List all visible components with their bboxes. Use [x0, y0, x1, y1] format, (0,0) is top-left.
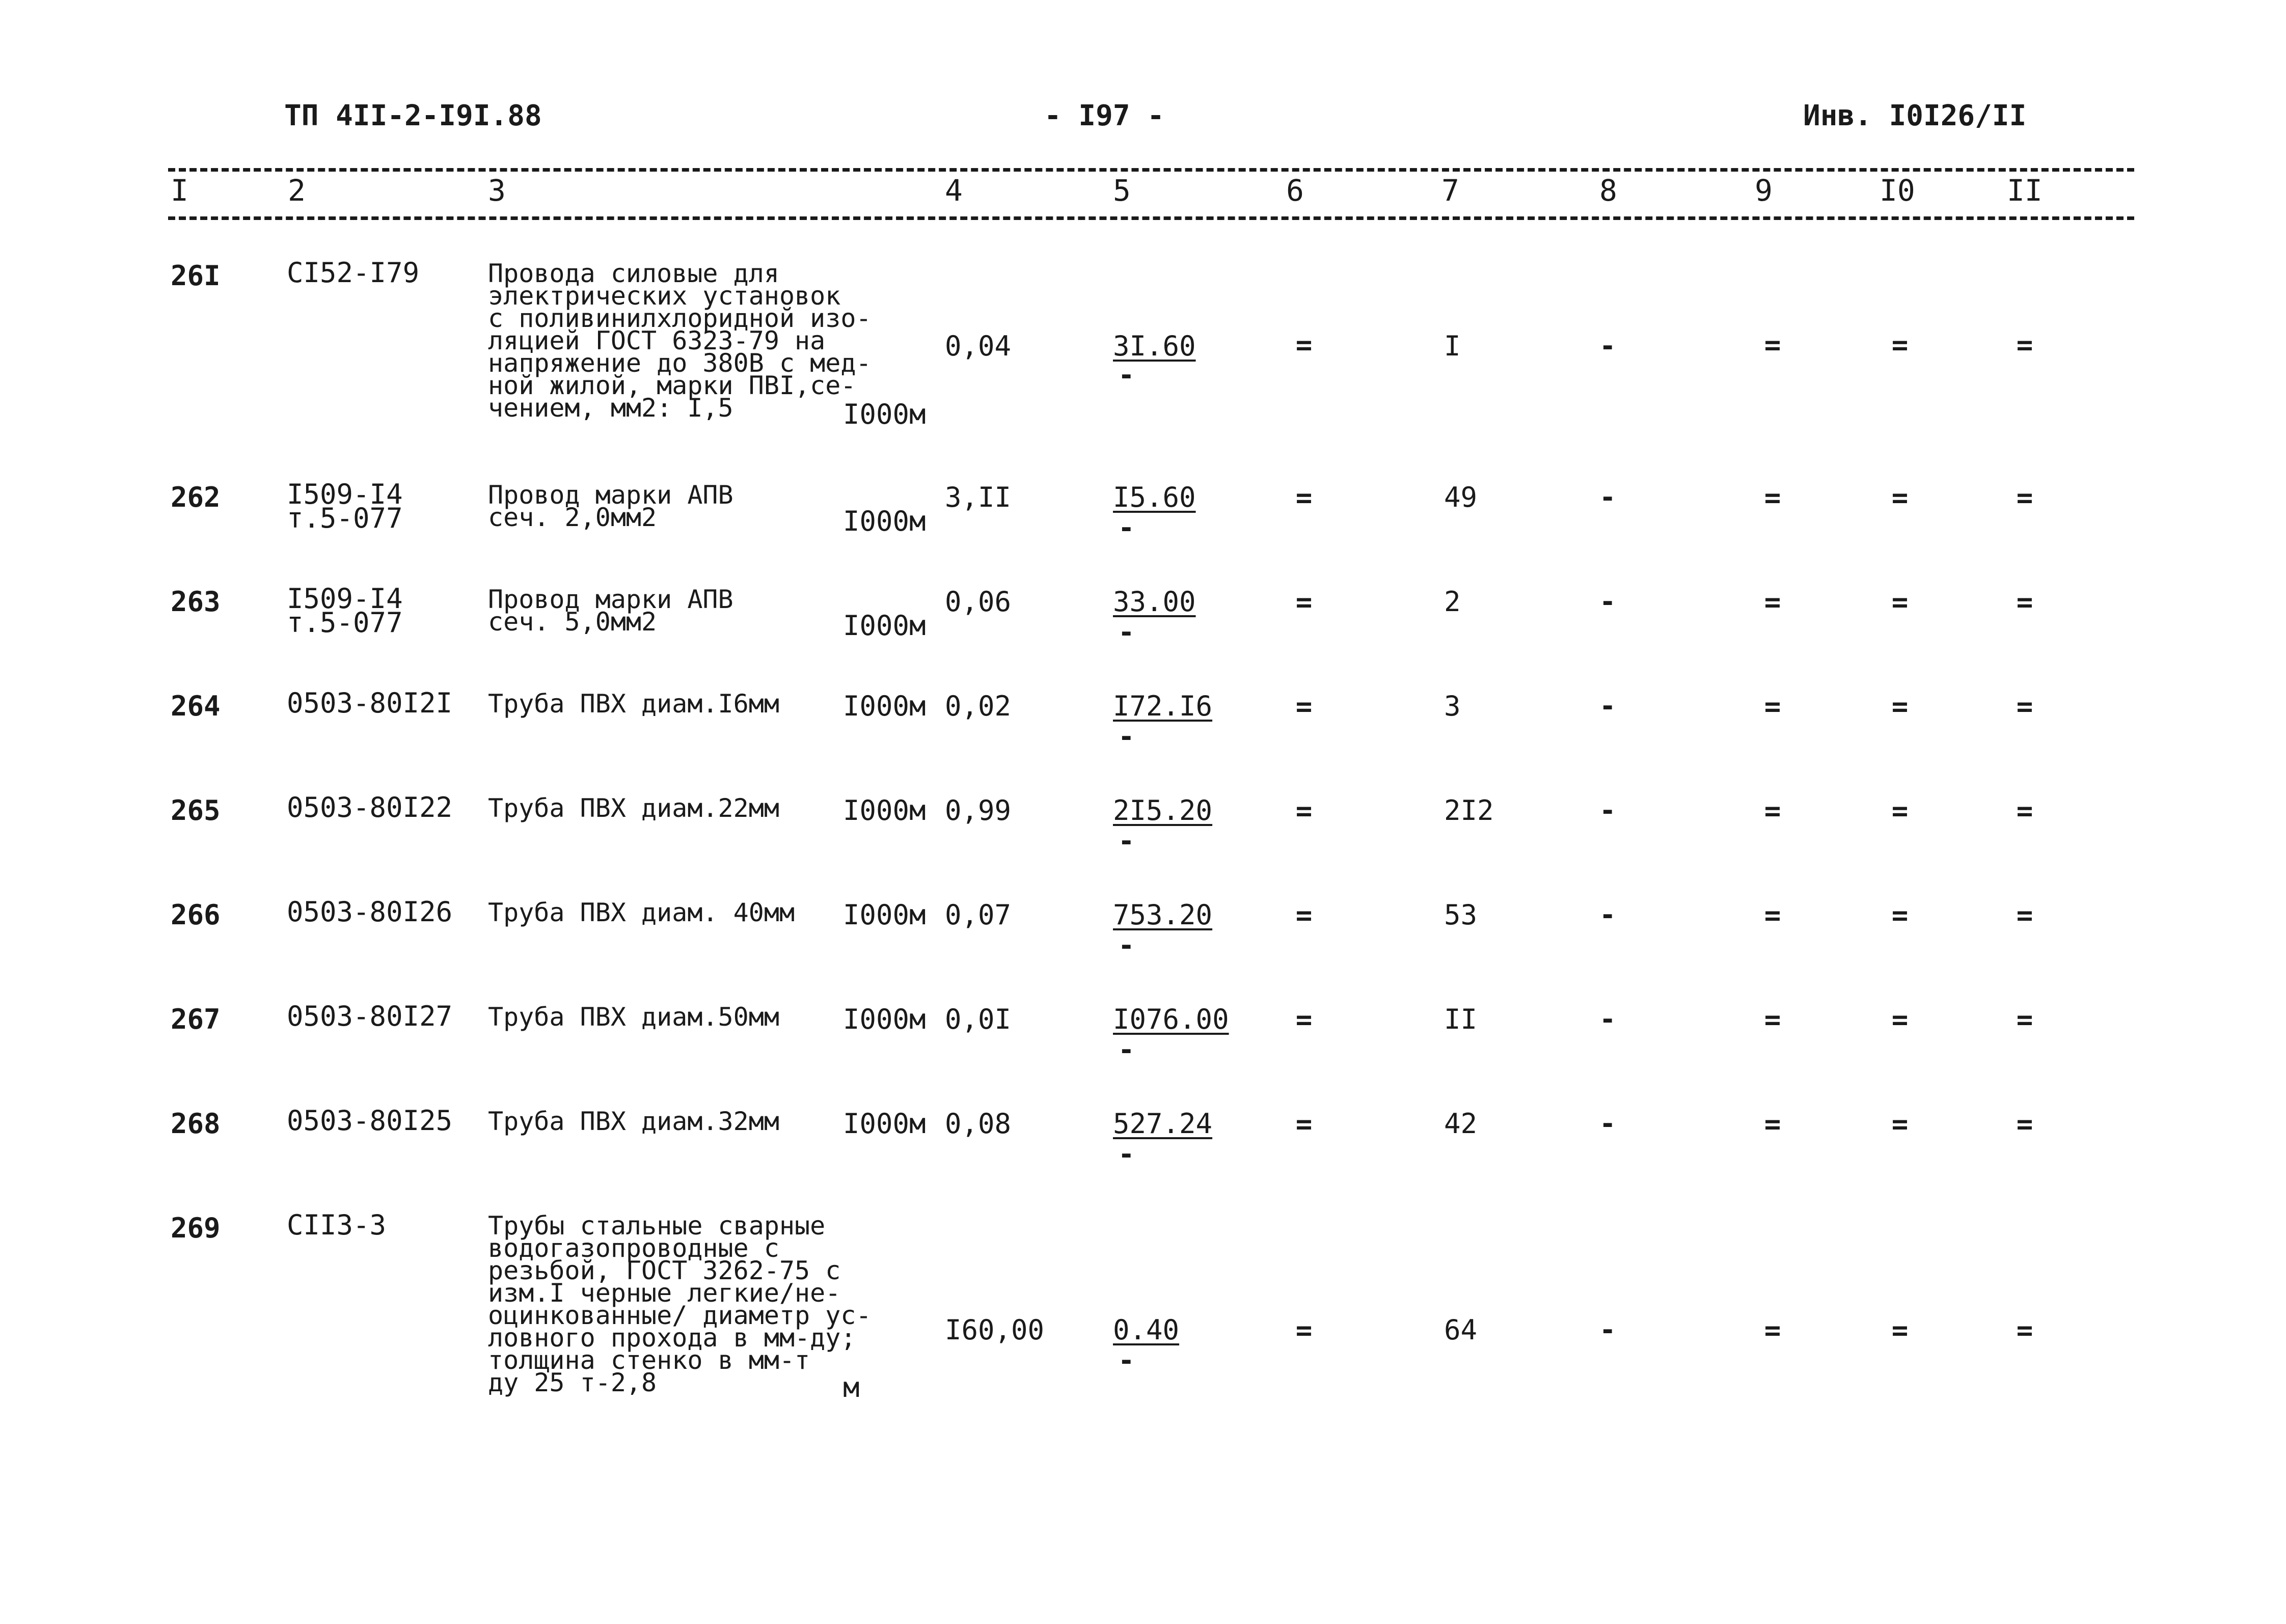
col7-value: 49: [1444, 481, 1478, 513]
quantity: 0,99: [945, 794, 1012, 827]
col6-value: =: [1295, 795, 1313, 827]
col8-value: -: [1599, 690, 1616, 722]
unit: I000м: [843, 899, 926, 931]
column-number-7: 7: [1441, 173, 1459, 208]
item-code: т.5-077: [287, 502, 403, 534]
row-number: 262: [171, 481, 221, 513]
col7-value: I: [1444, 330, 1461, 362]
col9-value: =: [1764, 899, 1781, 931]
col10-value: =: [1891, 482, 1909, 514]
item-name-line: Труба ПВХ диам.32мм: [488, 1107, 779, 1136]
col7-value: II: [1444, 1003, 1478, 1035]
inventory-number: Инв. I0I26/II: [1803, 99, 2027, 132]
item-name-line: изм.I черные легкие/не-: [488, 1278, 841, 1308]
row-number: 264: [171, 690, 221, 722]
col10-value: =: [1891, 795, 1909, 827]
quantity: 0,08: [945, 1108, 1012, 1140]
price-sub: -: [1118, 929, 1135, 961]
price: 33.00: [1113, 586, 1196, 618]
col11-value: =: [2016, 1108, 2033, 1140]
col9-value: =: [1764, 691, 1781, 723]
item-name-line: с поливинилхлоридной изо-: [488, 304, 872, 333]
col8-value: -: [1599, 1314, 1616, 1346]
col9-value: =: [1764, 586, 1781, 618]
row-number: 26I: [171, 260, 221, 292]
col11-value: =: [2016, 1314, 2033, 1346]
item-code: 0503-80I22: [287, 791, 453, 823]
item-name-line: электрических установок: [488, 281, 841, 311]
price-sub: -: [1118, 721, 1135, 753]
col7-value: 2: [1444, 586, 1461, 618]
unit: I000м: [843, 794, 926, 827]
col9-value: =: [1764, 1314, 1781, 1346]
col10-value: =: [1891, 1314, 1909, 1346]
col9-value: =: [1764, 795, 1781, 827]
price: I076.00: [1113, 1003, 1229, 1035]
column-number-11: II: [2007, 173, 2043, 208]
item-name-line: сеч. 2,0мм2: [488, 503, 657, 532]
item-name-line: Труба ПВХ диам.I6мм: [488, 689, 779, 719]
col7-value: 64: [1444, 1314, 1478, 1346]
col11-value: =: [2016, 482, 2033, 514]
header-rule-top: [168, 168, 2134, 172]
item-name-line: ной жилой, марки ПВI,се-: [488, 371, 856, 400]
item-name-line: Трубы стальные сварные: [488, 1211, 826, 1241]
item-name-line: Провод марки АПВ: [488, 585, 733, 614]
item-code: 0503-80I25: [287, 1105, 453, 1137]
quantity: 0,0I: [945, 1003, 1012, 1035]
column-number-9: 9: [1755, 173, 1773, 208]
item-name-line: Провода силовые для: [488, 259, 779, 288]
column-number-10: I0: [1880, 173, 1915, 208]
price: 0.40: [1113, 1314, 1180, 1346]
item-name-line: водогазопроводные с: [488, 1233, 779, 1263]
row-number: 267: [171, 1003, 221, 1035]
price-sub: -: [1118, 512, 1135, 544]
col8-value: -: [1599, 586, 1616, 618]
col7-value: 42: [1444, 1108, 1478, 1140]
col11-value: =: [2016, 795, 2033, 827]
unit: I000м: [843, 610, 926, 642]
item-name-line: ловного прохода в мм-ду;: [488, 1323, 856, 1353]
price-sub: -: [1118, 1344, 1135, 1377]
column-number-4: 4: [945, 173, 963, 208]
unit: м: [843, 1371, 860, 1403]
col8-value: -: [1599, 1108, 1616, 1140]
item-name-line: оцинкованные/ диаметр ус-: [488, 1301, 872, 1330]
item-code: т.5-077: [287, 607, 403, 639]
col11-value: =: [2016, 1004, 2033, 1036]
col8-value: -: [1599, 794, 1616, 827]
item-name-line: чением, мм2: I,5: [488, 393, 733, 423]
row-number: 265: [171, 794, 221, 827]
price-sub: -: [1118, 825, 1135, 857]
item-name-line: сеч. 5,0мм2: [488, 607, 657, 637]
item-code: 0503-80I27: [287, 1000, 453, 1032]
unit: I000м: [843, 1108, 926, 1140]
row-number: 263: [171, 586, 221, 618]
price: 753.20: [1113, 899, 1213, 931]
quantity: I60,00: [945, 1314, 1045, 1346]
quantity: 0,06: [945, 586, 1012, 618]
col6-value: =: [1295, 329, 1313, 361]
col6-value: =: [1295, 586, 1313, 618]
price: I5.60: [1113, 481, 1196, 513]
col8-value: -: [1599, 899, 1616, 931]
item-code: 0503-80I2I: [287, 687, 453, 719]
price: 3I.60: [1113, 330, 1196, 362]
item-name-line: Труба ПВХ диам. 40мм: [488, 898, 795, 927]
quantity: 0,02: [945, 690, 1012, 722]
item-code: I509-I4: [287, 478, 403, 510]
col9-value: =: [1764, 1108, 1781, 1140]
col9-value: =: [1764, 1004, 1781, 1036]
col10-value: =: [1891, 1004, 1909, 1036]
column-number-8: 8: [1599, 173, 1617, 208]
col6-value: =: [1295, 1108, 1313, 1140]
col8-value: -: [1599, 481, 1616, 513]
column-number-6: 6: [1286, 173, 1304, 208]
item-name-line: напряжение до 380В с мед-: [488, 348, 872, 378]
item-code: 0503-80I26: [287, 896, 453, 928]
item-name-line: толщина стенко в мм-т: [488, 1345, 810, 1375]
col11-value: =: [2016, 329, 2033, 361]
col7-value: 3: [1444, 690, 1461, 722]
col10-value: =: [1891, 329, 1909, 361]
price-sub: -: [1118, 616, 1135, 648]
item-name-line: резьбой, ГОСТ 3262-75 с: [488, 1256, 841, 1285]
price: 2I5.20: [1113, 794, 1213, 827]
row-number: 269: [171, 1212, 221, 1244]
col10-value: =: [1891, 899, 1909, 931]
item-code: CII3-3: [287, 1209, 387, 1241]
column-number-1: I: [171, 173, 188, 208]
col6-value: =: [1295, 1004, 1313, 1036]
item-code: CI52-I79: [287, 257, 420, 289]
col10-value: =: [1891, 691, 1909, 723]
col8-value: -: [1599, 330, 1616, 362]
unit: I000м: [843, 690, 926, 722]
price-sub: -: [1118, 1034, 1135, 1066]
col9-value: =: [1764, 482, 1781, 514]
column-number-2: 2: [288, 173, 306, 208]
col6-value: =: [1295, 1314, 1313, 1346]
price-sub: -: [1118, 1138, 1135, 1170]
col6-value: =: [1295, 482, 1313, 514]
quantity: 0,07: [945, 899, 1012, 931]
col10-value: =: [1891, 586, 1909, 618]
document-code: ТП 4II-2-I9I.88: [284, 99, 542, 132]
item-name-line: Провод марки АПВ: [488, 480, 733, 510]
item-name-line: Труба ПВХ диам.50мм: [488, 1002, 779, 1032]
unit: I000м: [843, 505, 926, 537]
unit: I000м: [843, 1003, 926, 1035]
item-name-line: Труба ПВХ диам.22мм: [488, 793, 779, 823]
quantity: 0,04: [945, 330, 1012, 362]
quantity: 3,II: [945, 481, 1012, 513]
column-number-3: 3: [488, 173, 506, 208]
page-number: - I97 -: [1044, 99, 1165, 132]
col8-value: -: [1599, 1003, 1616, 1035]
col9-value: =: [1764, 329, 1781, 361]
price-sub: -: [1118, 359, 1135, 391]
item-name-line: ду 25 т-2,8: [488, 1368, 657, 1397]
col6-value: =: [1295, 899, 1313, 931]
item-code: I509-I4: [287, 583, 403, 615]
col7-value: 2I2: [1444, 794, 1494, 827]
col11-value: =: [2016, 691, 2033, 723]
price: I72.I6: [1113, 690, 1213, 722]
row-number: 266: [171, 899, 221, 931]
col10-value: =: [1891, 1108, 1909, 1140]
row-number: 268: [171, 1108, 221, 1140]
unit: I000м: [843, 398, 926, 430]
col6-value: =: [1295, 691, 1313, 723]
col7-value: 53: [1444, 899, 1478, 931]
col11-value: =: [2016, 586, 2033, 618]
col11-value: =: [2016, 899, 2033, 931]
price: 527.24: [1113, 1108, 1213, 1140]
column-number-5: 5: [1113, 173, 1131, 208]
header-rule-bottom: [168, 216, 2134, 220]
item-name-line: ляцией ГОСТ 6323-79 на: [488, 326, 826, 355]
